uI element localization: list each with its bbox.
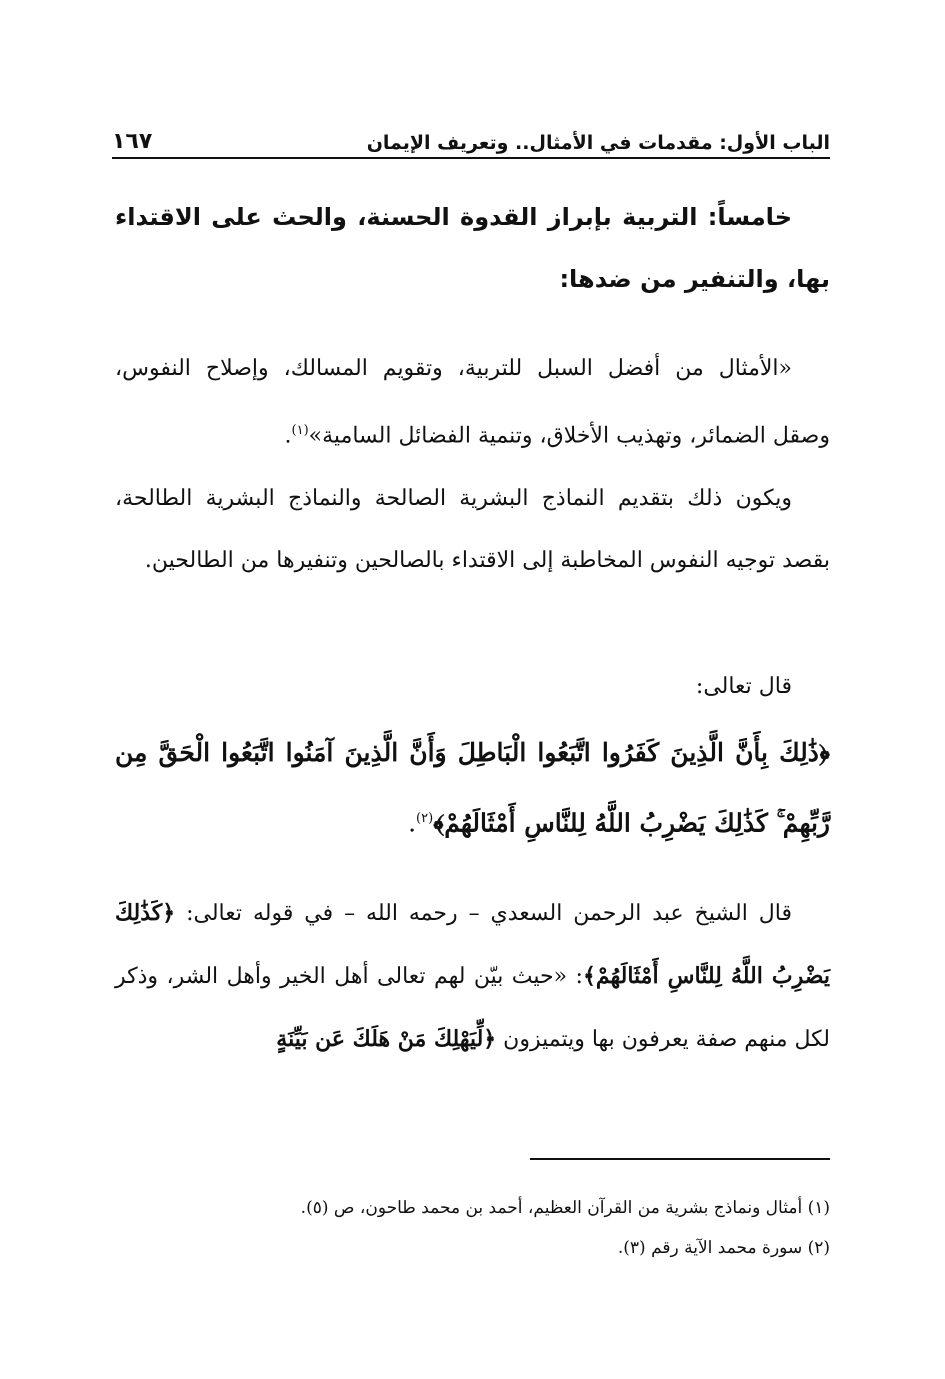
quote-text: «الأمثال من أفضل السبل للتربية، وتقويم المسالك، وإصلاح النفوس، وصقل الضمائر، وتهذيب الأخلاق، وتنمية الفضائل السامية» (115, 356, 830, 449)
paragraph-saadi (115, 882, 830, 1071)
quran-verse: ﴿ذَٰلِكَ بِأَنَّ الَّذِينَ كَفَرُوا اتَّبَعُوا الْبَاطِلَ وَأَنَّ الَّذِينَ آمَنُوا اتَّبَعُوا الْحَقَّ مِن رَّبِّهِمْ ۚ كَذَٰلِكَ يَضْرِبُ اللَّهُ لِلنَّاسِ أَمْثَالَهُمْ﴾ (115, 738, 830, 838)
saadi-intro: قال الشيخ عبد الرحمن السعدي – رحمه الله – في قوله تعالى: (175, 901, 792, 926)
footnote-ref-1: (١) (291, 423, 309, 438)
footnote-2: (٢) سورة محمد الآية رقم (٣). (617, 1238, 830, 1258)
page-header (112, 118, 830, 159)
section-heading: خامساً: التربية بإبراز القدوة الحسنة، والحث على الاقتداء بها، والتنفير من ضدها: (115, 203, 830, 293)
footnotes (115, 1188, 830, 1268)
period: . (408, 808, 417, 838)
running-title: الباب الأول: مقدمات في الأمثال.. وتعريف الإيمان (366, 132, 830, 154)
footnote-1: (١) أمثال ونماذج بشرية من القرآن العظيم، أحمد بن محمد طاحون، ص (٥). (300, 1198, 830, 1218)
quran-quote-1: ﴿كَذَٰلِكَ يَضْرِبُ اللَّهُ لِلنَّاسِ أَمْثَالَهُمْ﴾ (115, 900, 830, 989)
quran-quote-2: ﴿لِّيَهْلِكَ مَنْ هَلَكَ عَن بَيِّنَةٍ (276, 1026, 497, 1052)
quran-verse-block (115, 720, 830, 856)
footnote-ref-2: (٢) (416, 811, 434, 826)
paragraph-models: ويكون ذلك بتقديم النماذج البشرية الصالحة والنماذج البشرية الطالحة، بقصد توجيه النفوس المخاطبة إلى الاقتداء بالصالحين وتنفيرها من الطالحين. (115, 486, 830, 573)
paragraph-definition (115, 338, 830, 467)
footnote-divider (530, 1158, 830, 1160)
period: . (284, 423, 292, 449)
paragraph-intro-verse: قال تعالى: (695, 674, 792, 699)
page-number: ١٦٧ (112, 129, 153, 154)
saadi-quote: : «حيث بيّن لهم تعالى أهل الخير وأهل الشر، وذكر لكل منهم صفة يعرفون بها ويتميزون (115, 964, 830, 1052)
